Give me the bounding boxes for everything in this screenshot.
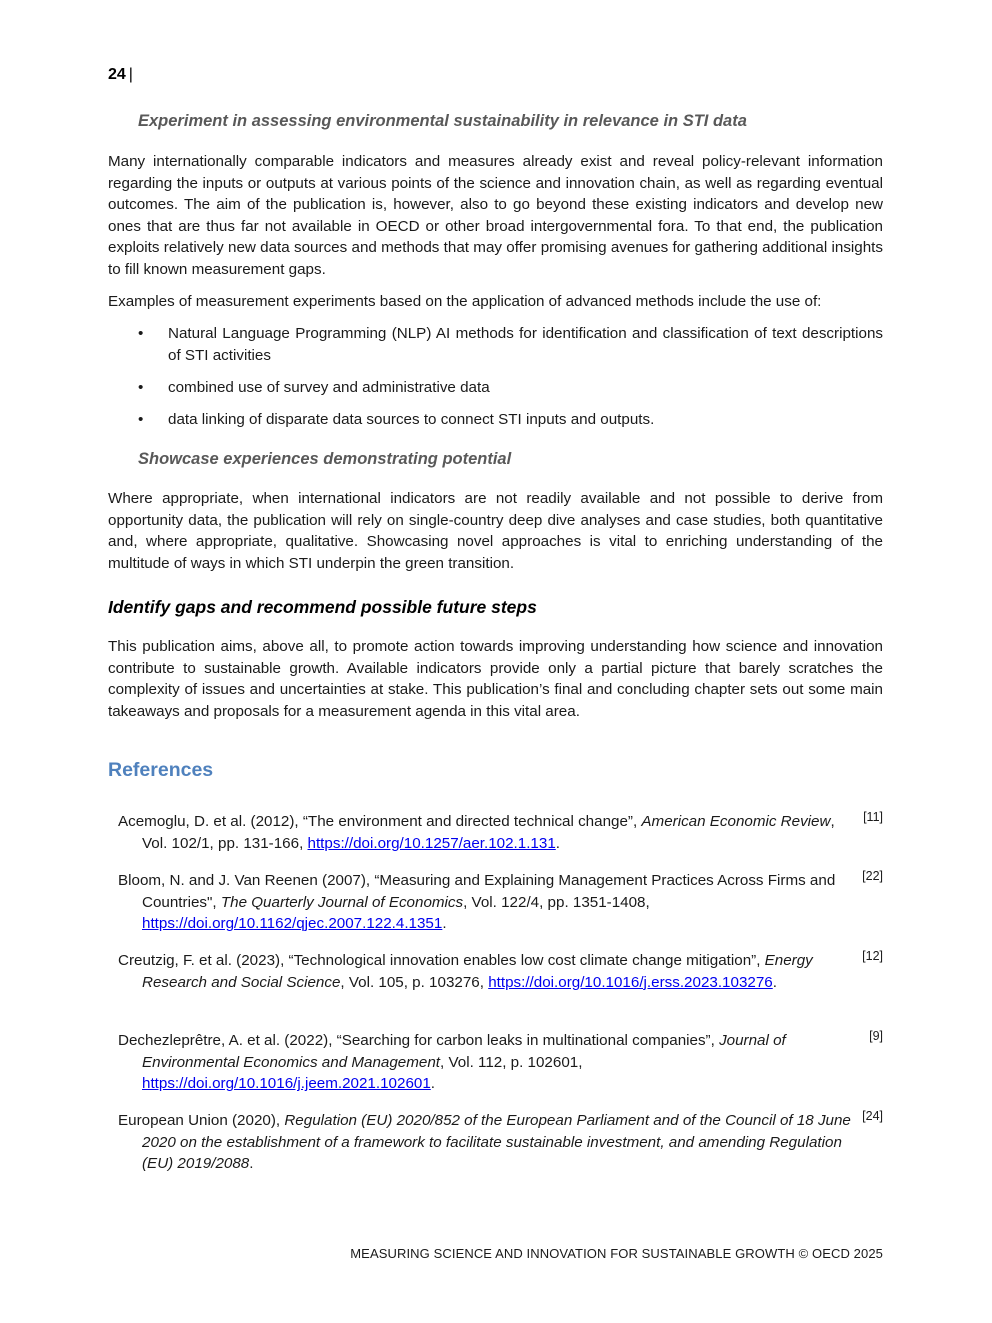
reference-item: [118, 1030, 883, 1095]
reference-text: European Union (2020), Regulation (EU) 2020/852 of the European Parliament and of the Council of 18 June 2020 on the establishment of a framework to facilitate sustainable investment, and amending Regulation (EU) 2019/2088.: [118, 1112, 851, 1173]
bullet-item: [108, 377, 883, 399]
page-number: [108, 66, 133, 84]
references-title: References: [108, 759, 214, 781]
bullet-item: [108, 409, 883, 431]
heading-identify-gaps: Identify gaps and recommend possible future steps: [108, 597, 537, 617]
reference-doi-link[interactable]: https://doi.org/10.1016/j.erss.2023.103276: [488, 973, 773, 991]
reference-item: [118, 870, 883, 935]
page-number-separator: |: [128, 66, 133, 83]
subheading-experiment: Experiment in assessing environmental sustainability in relevance in STI data: [138, 112, 747, 130]
reference-text: Bloom, N. and J. Van Reenen (2007), “Measuring and Explaining Management Practices Across Firms and Countries", The Quarterly Journal of Economics, Vol. 122/4, pp. 1351-1408, https://doi.org/10.1162/qjec.2007.122.4.1351.: [118, 872, 836, 933]
reference-item: [118, 1110, 883, 1175]
reference-number: [12]: [862, 949, 883, 963]
reference-doi-link[interactable]: https://doi.org/10.1016/j.jeem.2021.102601: [142, 1075, 431, 1093]
paragraph-showcase: Where appropriate, when international indicators are not readily available and not possible to derive from opportunity data, the publication will rely on single-country deep dive analyses and case studies, both quantitative and, where appropriate, qualitative. Showcasing novel approaches is vital to enriching understanding of the multitude of ways in which STI underpin the green transition.: [108, 490, 883, 572]
bullet-icon: •: [138, 410, 144, 428]
reference-doi-link[interactable]: https://doi.org/10.1257/aer.102.1.131: [307, 834, 556, 852]
reference-text: Creutzig, F. et al. (2023), “Technological innovation enables low cost climate change mitigation”, Energy Research and Social Science, Vol. 105, p. 103276, https://doi.org/10.1016/j.erss.2023.103276.: [118, 952, 813, 991]
reference-number: [22]: [862, 869, 883, 883]
bullet-icon: •: [138, 325, 144, 342]
bullet-text: data linking of disparate data sources to connect STI inputs and outputs.: [168, 410, 655, 428]
bullet-item: [108, 323, 883, 366]
bullet-text: Natural Language Programming (NLP) AI methods for identification and classification of text descriptions of STI activities: [168, 325, 883, 364]
paragraph-indicators: Many internationally comparable indicators and measures already exist and reveal policy-relevant information regarding the inputs or outputs at various points of the science and innovation chain, as well as regarding eventual outcomes. The aim of the publication is, however, also to go beyond these existing indicators and develop new ones that are thus far not available in OECD or other broad intergovernmental fora. To that end, the publication exploits relatively new data sources and methods that may offer promising avenues for gathering additional insights to fill known measurement gaps.: [108, 153, 883, 278]
bullet-icon: •: [138, 378, 144, 396]
reference-text: Dechezleprêtre, A. et al. (2022), “Searching for carbon leaks in multinational companies”, Journal of Environmental Economics and Management, Vol. 112, p. 102601, https://doi.org/10.1016/j.jeem.2021.102601.: [118, 1032, 786, 1093]
reference-item: [118, 950, 883, 993]
reference-doi-link[interactable]: https://doi.org/10.1162/qjec.2007.122.4.1351: [142, 915, 443, 933]
reference-text: Acemoglu, D. et al. (2012), “The environment and directed technical change”, American Economic Review, Vol. 102/1, pp. 131-166, https://doi.org/10.1257/aer.102.1.131.: [118, 813, 835, 852]
page-number-value: 24: [108, 66, 126, 83]
reference-item: [118, 811, 883, 854]
paragraph-identify-gaps: This publication aims, above all, to promote action towards improving understanding how science and innovation contribute to sustainable growth. Available indicators provide only a partial picture that barely scratches the complexity of issues and uncertainties at stake. This publication’s final and concluding chapter sets out some main takeaways and proposals for a measurement agenda in this vital area.: [108, 638, 883, 720]
reference-number: [11]: [863, 810, 883, 824]
methods-bullet-list: [108, 323, 883, 441]
reference-number: [24]: [862, 1109, 883, 1123]
bullet-text: combined use of survey and administrative data: [168, 378, 490, 396]
paragraph-examples-intro: Examples of measurement experiments based on the application of advanced methods include the use of:: [108, 293, 822, 310]
subheading-showcase: Showcase experiences demonstrating potential: [138, 450, 512, 468]
reference-number: [9]: [869, 1029, 883, 1043]
page-footer: MEASURING SCIENCE AND INNOVATION FOR SUSTAINABLE GROWTH © OECD 2025: [350, 1246, 883, 1261]
